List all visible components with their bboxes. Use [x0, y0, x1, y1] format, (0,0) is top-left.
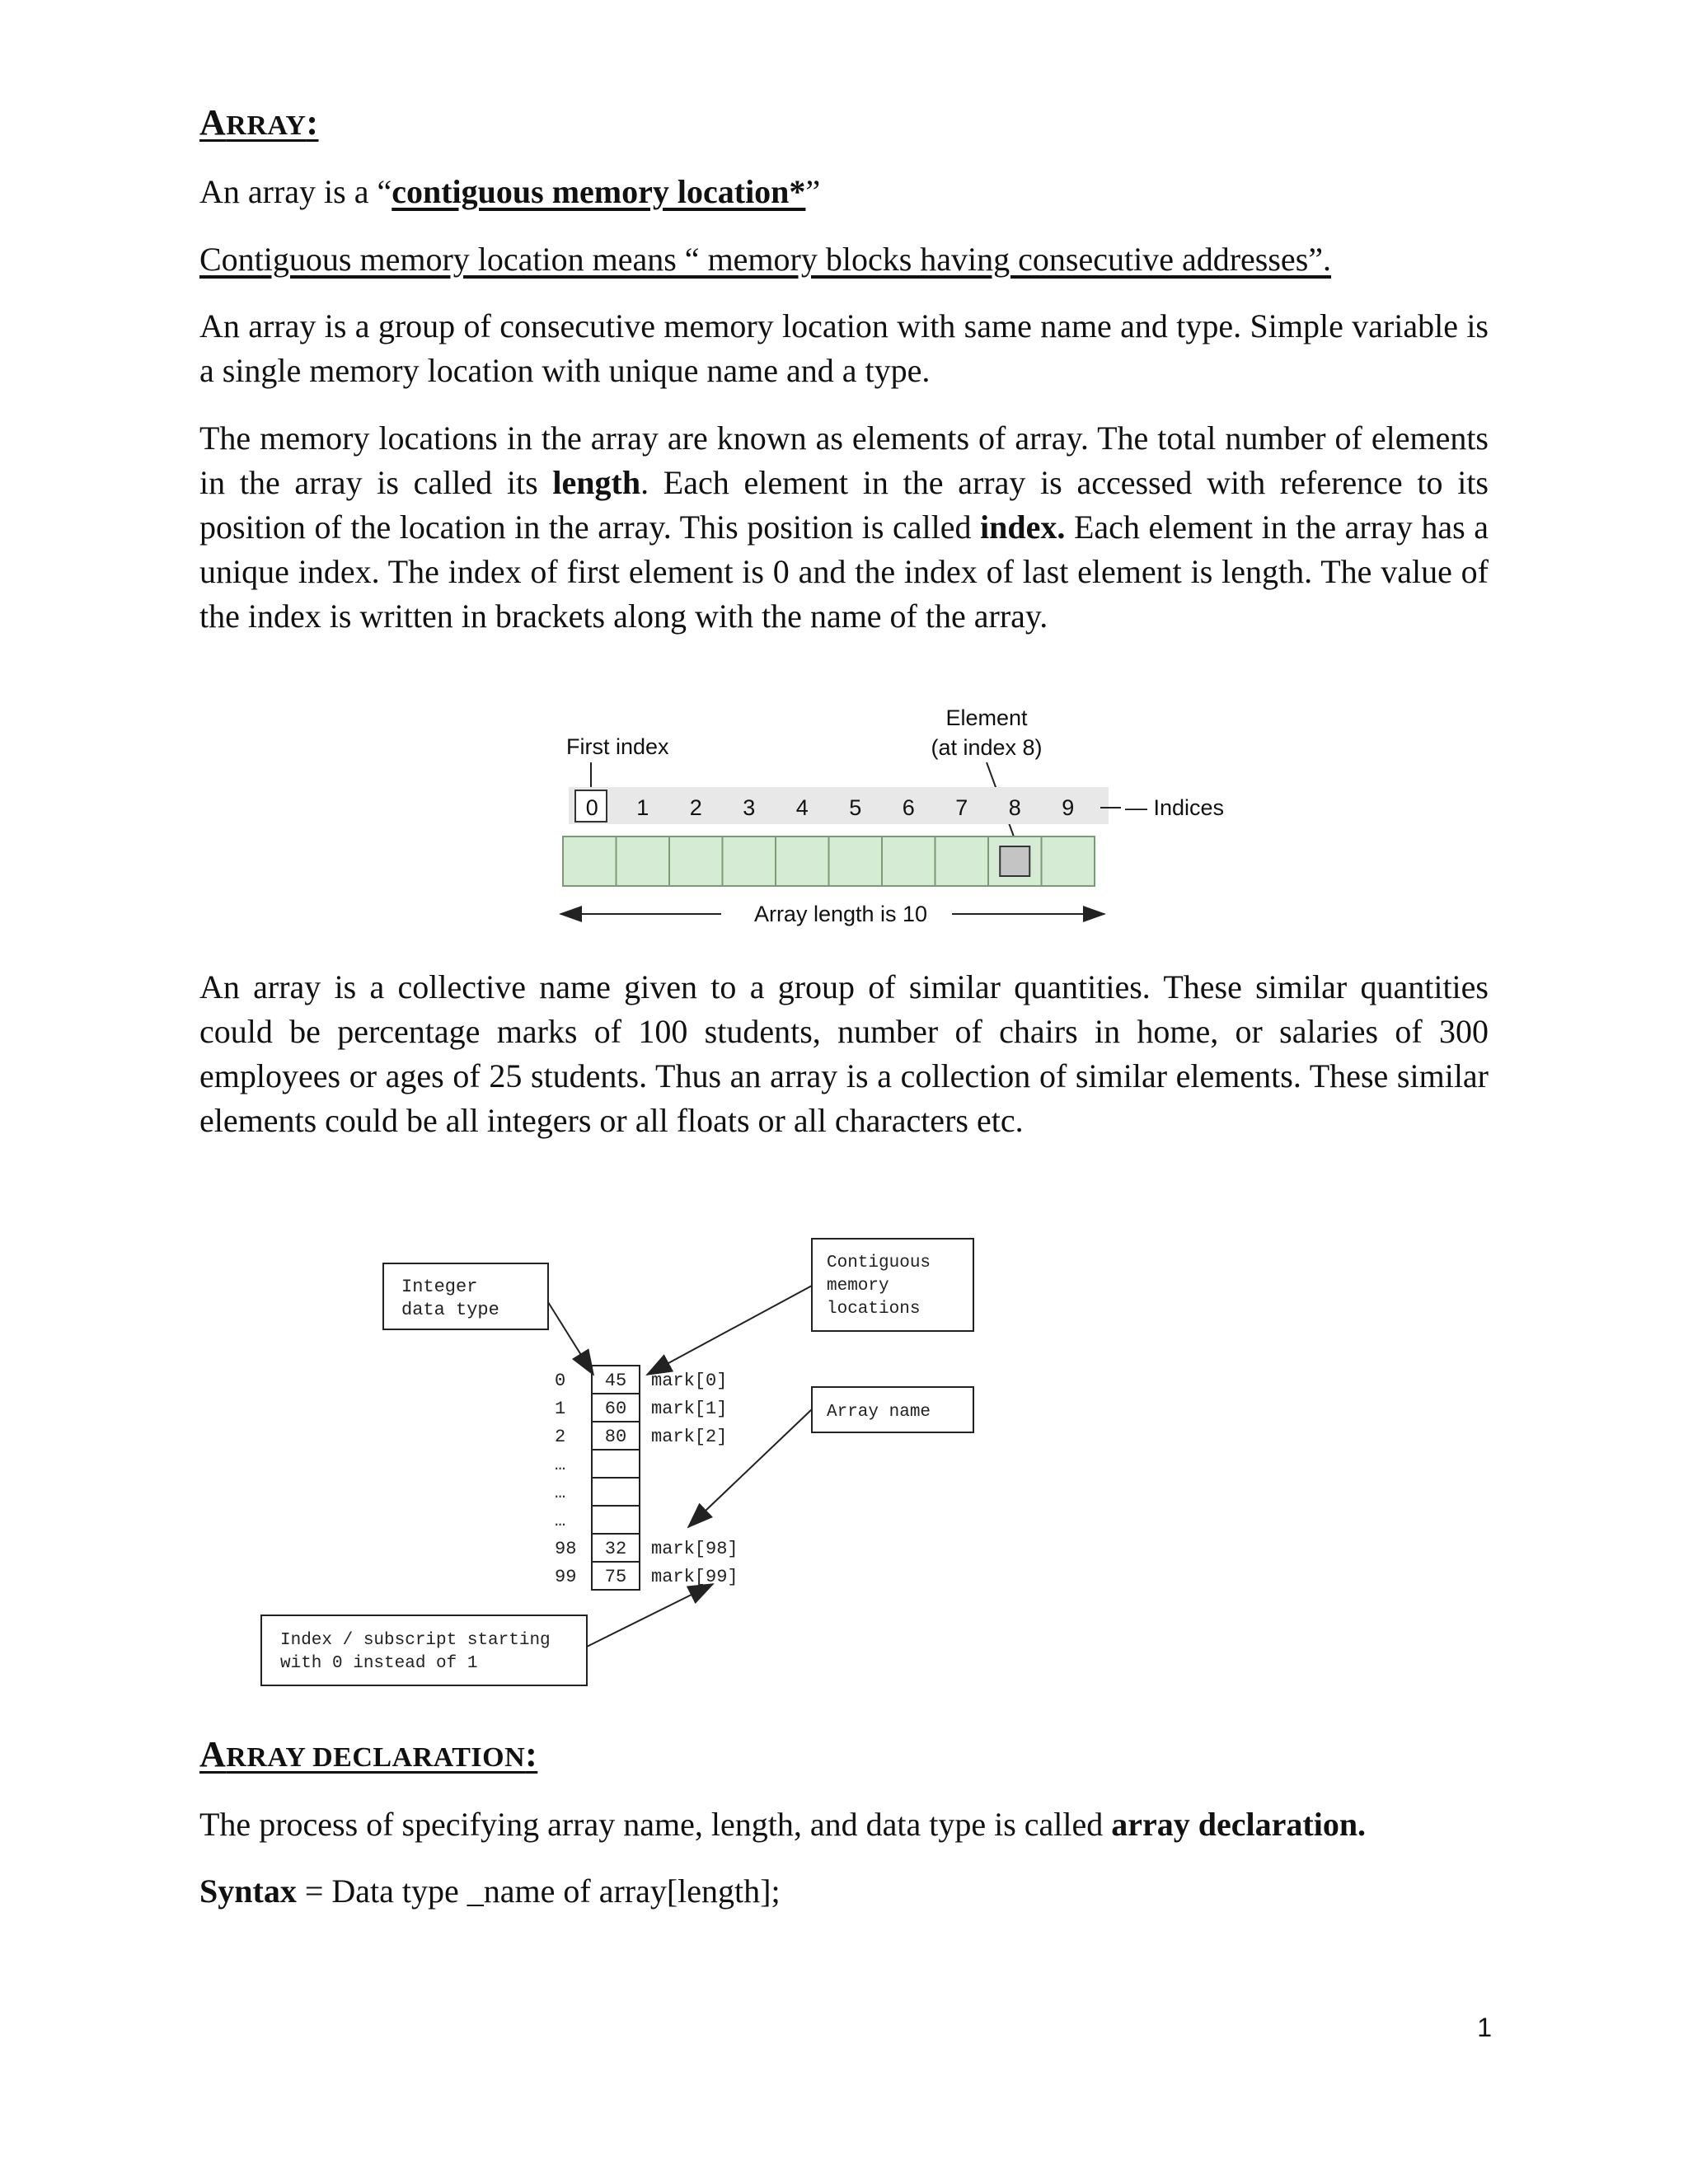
intro-line: An array is a “contiguous memory location*”: [199, 173, 821, 210]
indices-label: — Indices: [1125, 795, 1225, 820]
element-name: mark[0]: [651, 1371, 728, 1391]
first-index-label: First index: [566, 734, 669, 759]
array-cell-6: [882, 837, 935, 886]
section-heading-array-declaration: ARRAY DECLARATION:: [199, 1734, 538, 1774]
key-term: contiguous memory location*: [392, 173, 806, 210]
memory-layout-diagram: [247, 1228, 989, 1698]
index-subscript-box: [261, 1615, 587, 1685]
row-index: …: [555, 1483, 566, 1503]
contiguous-text-2: memory: [827, 1277, 889, 1296]
arrow-integer-type: [548, 1302, 593, 1375]
row-index: 99: [555, 1567, 577, 1587]
paragraph-array-group: An array is a group of consecutive memory location with same name and type. Simple variable is a single memory location with unique name and a type.: [199, 307, 1489, 389]
element-index-label: (at index 8): [931, 735, 1043, 760]
array-length-label: Array length is 10: [753, 902, 928, 926]
integer-type-text-2: data type: [401, 1300, 499, 1320]
integer-type-text: Integer: [401, 1277, 478, 1297]
array-cell-9: [1042, 837, 1095, 886]
section-heading-array: ARRAY:: [199, 102, 319, 143]
array-cell-0: [563, 837, 617, 886]
array-name-text: Array name: [827, 1403, 931, 1422]
row-index: 0: [555, 1371, 566, 1391]
index-label-8: 8: [1008, 795, 1021, 820]
array-cell-7: [935, 837, 989, 886]
paragraph-declaration: The process of specifying array name, length, and data type is called array declaration.: [199, 1806, 1367, 1843]
contiguous-text-1: Contiguous: [827, 1254, 931, 1272]
index-subscript-text-2: with 0 instead of 1: [280, 1654, 478, 1673]
array-cells: [563, 837, 1095, 886]
index-subscript-text-1: Index / subscript starting: [280, 1631, 551, 1650]
cell-value: 80: [604, 1427, 627, 1447]
array-cell-4: [776, 837, 829, 886]
cell-value: 60: [604, 1399, 627, 1419]
row-index: …: [555, 1511, 566, 1531]
array-index-diagram: [544, 705, 1236, 944]
paragraph-collective-name: An array is a collective name given to a group of similar quantities. These similar quantities could be percentage marks of 100 students, number of chairs in home, or salaries of 300 employees or ages of 25 students. Thus an array is a collection of similar elements. These similar elements could be all integers or all floats or all characters etc.: [199, 968, 1489, 1139]
paragraph-elements: The memory locations in the array are known as elements of array. The total number of elements in the array is called its length. Each element in the array is accessed with reference to its position of the location in the array. This position is called index. Each element in the array has a unique index. The index of first element is 0 and the index of last element is length. The value of the index is written in brackets along with the name of the array.: [199, 419, 1489, 635]
index-label-1: 1: [636, 795, 649, 820]
index-label-3: 3: [743, 795, 756, 820]
array-cell-2: [669, 837, 723, 886]
row-index: 1: [555, 1399, 566, 1419]
row-index: 2: [555, 1427, 566, 1447]
memory-cell: [592, 1450, 640, 1478]
highlighted-element: [1000, 846, 1029, 876]
page-number: 1: [1477, 2013, 1492, 2042]
memory-cell: [592, 1506, 640, 1534]
arrow-index-subscript: [587, 1584, 713, 1647]
array-cell-1: [617, 837, 670, 886]
array-cell-5: [829, 837, 883, 886]
syntax-line: Syntax = Data type _name of array[length];: [199, 1872, 781, 1910]
definition-line: Contiguous memory location means “ memory blocks having consecutive addresses”.: [199, 241, 1332, 278]
element-name: mark[2]: [651, 1427, 728, 1447]
index-label-6: 6: [902, 795, 915, 820]
array-cell-3: [723, 837, 776, 886]
indices-band: [569, 787, 1109, 824]
cell-value: 32: [604, 1539, 627, 1559]
memory-rows: [555, 1366, 738, 1590]
element-name: mark[99]: [651, 1567, 738, 1587]
element-label: Element: [945, 705, 1028, 730]
contiguous-text-3: locations: [827, 1300, 921, 1319]
index-label-7: 7: [955, 795, 968, 820]
cell-value: 45: [604, 1371, 627, 1391]
element-name: mark[1]: [651, 1399, 728, 1419]
index-label-0: 0: [585, 795, 598, 820]
index-label-5: 5: [849, 795, 862, 820]
memory-cell: [592, 1478, 640, 1506]
element-name: mark[98]: [651, 1539, 738, 1559]
index-label-4: 4: [795, 795, 809, 820]
cell-value: 75: [604, 1567, 627, 1587]
row-index: …: [555, 1455, 566, 1475]
index-label-2: 2: [689, 795, 702, 820]
index-label-9: 9: [1062, 795, 1075, 820]
row-index: 98: [555, 1539, 577, 1559]
arrow-contiguous-memory: [647, 1286, 812, 1375]
